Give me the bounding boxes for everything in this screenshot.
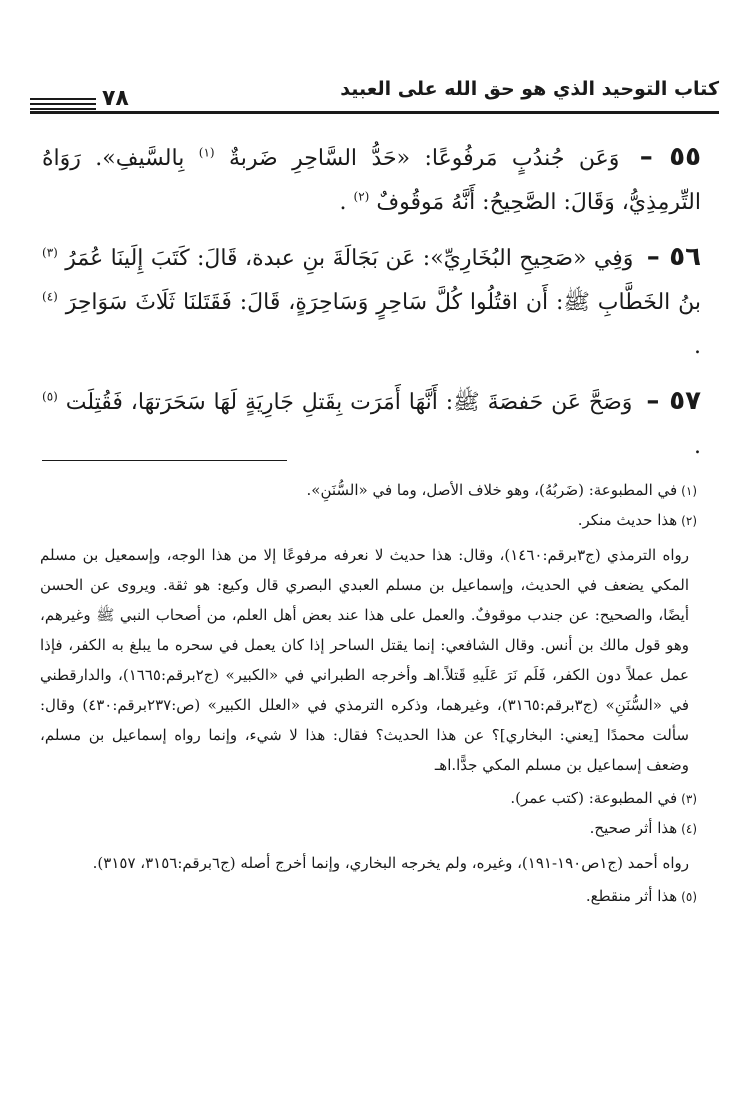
- hadith-56: [42, 235, 701, 369]
- footnote-text: في المطبوعة: (ضَربُهُ)، وهو خلاف الأصل، وما في «السُّنَنِ».: [306, 481, 678, 499]
- footnote-number: (٣): [681, 792, 697, 806]
- footnote-4: [40, 816, 697, 842]
- hadith-text: وَفِي «صَحِيحِ البُخَارِيِّ»: عَن بَجَالَةَ بنِ عبدة، قَالَ: كَتَبَ إِلَينَا عُمَرُ: [65, 246, 634, 271]
- footnote-marker[interactable]: (٤): [42, 289, 58, 304]
- hadith-55: [42, 135, 701, 225]
- footnote-5: [40, 884, 697, 910]
- footnotes: [40, 478, 697, 914]
- running-header: [30, 78, 719, 114]
- hadith-number: ٥٦ –: [646, 242, 701, 272]
- footnote-number: (٥): [681, 890, 697, 904]
- hadith-text: .: [694, 434, 701, 459]
- hadith-text: بنُ الخَطَّابِ ﷺ: أَن اقتُلُوا كُلَّ سَاحِرٍ وَسَاحِرَةٍ، قَالَ: فَقَتَلنَا ثَلَاثَ سَوَاحِرَ: [65, 290, 701, 315]
- footnote-text: هذا حديث منكر.: [577, 511, 678, 529]
- book-title: كتاب التوحيد الذي هو حق الله على العبيد: [340, 78, 719, 100]
- header-rule: [30, 111, 719, 114]
- footnote-separator: [42, 460, 287, 461]
- footnote-text: في المطبوعة: (كتب عمر).: [510, 789, 678, 807]
- footnote-marker[interactable]: (٣): [42, 245, 58, 260]
- hadith-text: وَصَحَّ عَن حَفصَةَ ﷺ: أَنَّهَا أَمَرَت بِقَتلِ جَارِيَةٍ لَهَا سَحَرَتهَا، فَقُتِلَت: [65, 390, 633, 415]
- footnote-number: (١): [681, 484, 697, 498]
- footnote-4-quote: رواه أحمد (ج١ص١٩٠-١٩١)، وغيره، ولم يخرجه البخاري، وإنما أخرج أصله (ج٦برقم:٣١٥٦، ٣١٥٧).: [92, 854, 689, 872]
- main-text: [42, 135, 701, 479]
- hadith-text: .: [694, 334, 701, 359]
- hadith-text: وَعَن جُندُبٍ مَرفُوعًا: «حَدُّ السَّاحِرِ ضَربةٌ: [229, 146, 620, 171]
- hadith-number: ٥٧ –: [646, 386, 702, 416]
- page-number: ٧٨: [102, 86, 129, 111]
- footnote-marker[interactable]: (٥): [42, 389, 58, 404]
- footnote-number: (٢): [681, 514, 697, 528]
- hadith-text: .: [339, 190, 347, 215]
- footnote-number: (٤): [681, 822, 697, 836]
- footnote-text: هذا أثر منقطع.: [585, 887, 678, 905]
- hadith-57: [42, 379, 701, 469]
- footnote-2-quote: رواه الترمذي (ج٣برقم:١٤٦٠)، وقال: هذا حديث لا نعرفه مرفوعًا إلا من هذا الوجه، وإسمعيل بن مسلم المكي يضعف في الحديث، وإسماعيل بن مسلم العبدي البصري قال وكيع: هو ثقة. ويروى عن الحسن أيضًا، والصحيح: عن جندب موقوفٌ. والعمل على هذا عند بعض أهل العلم، من أصحاب النبي ﷺ وغيرهم، وهو قول مالك بن أنس. وقال الشافعي: إنما يقتل الساحر إذا كان يعمل في سحره ما يبلغ به الكفر، فإذا عمل عملاً دون الكفر، فَلَم نَرَ عَلَيهِ قَتلاً.اهـ وأخرجه الطبراني في «الكبير» (ج٢برقم:١٦٦٥)، والدارقطني في «السُّنَنِ» (ج٣برقم:٣١٦٥)، وغيرهما، وذكره الترمذي في «العلل الكبير» (ص:٢٣٧برقم:٤٣٠) وقال: سألت محمدًا [يعني: البخاري]؟ عن هذا الحديث؟ فقال: هذا لا شيء، وإنما رواه إسماعيل بن مسلم، وضعف إسماعيل بن مسلم المكي جدًّا.اهـ: [40, 546, 690, 774]
- footnote-2: [40, 508, 697, 534]
- hadith-text: بِالسَّيفِ». رَوَاهُ التِّرمِذِيُّ، وَقَالَ: الصَّحِيحُ: أَنَّهُ مَوقُوفٌ: [42, 146, 701, 215]
- footnote-text: هذا أثر صحيح.: [589, 819, 678, 837]
- hadith-number: ٥٥ –: [639, 142, 701, 172]
- footnote-marker[interactable]: (٢): [353, 189, 370, 204]
- footnote-1: [40, 478, 697, 504]
- footnote-3: [40, 786, 697, 812]
- footnote-marker[interactable]: (١): [198, 145, 215, 160]
